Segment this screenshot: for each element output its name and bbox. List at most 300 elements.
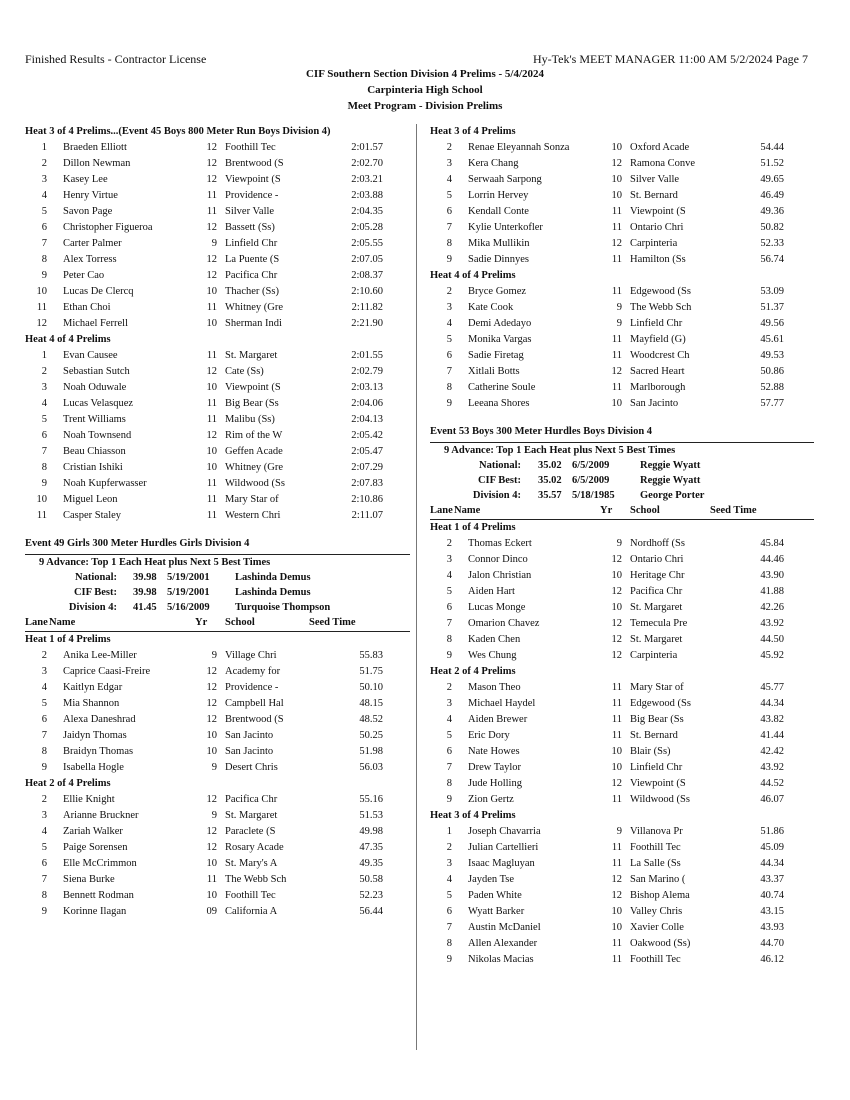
result-row [430, 236, 814, 252]
result-row [430, 696, 814, 712]
athlete-name: Connor Dinco [468, 554, 528, 565]
seed-time: 51.37 [760, 302, 784, 313]
athlete-year: 12 [611, 890, 622, 901]
result-row [430, 172, 814, 188]
result-row [430, 792, 814, 808]
athlete-year: 11 [611, 794, 622, 805]
lane-number: 5 [446, 190, 452, 201]
heat-title: Heat 3 of 4 Prelims [430, 126, 516, 137]
seed-time: 2:03.88 [351, 190, 383, 201]
lane-number: 2 [446, 538, 452, 549]
school-name: Village Chri [225, 650, 277, 661]
athlete-name: Isaac Magluyan [468, 858, 535, 869]
school-name: Linfield Chr [225, 238, 278, 249]
lane-number: 4 [446, 318, 452, 329]
advance-rule: 9 Advance: Top 1 Each Heat plus Next 5 Best Times [444, 445, 676, 456]
school-name: Marlborough [630, 382, 686, 393]
school-name: Pacifica Chr [225, 270, 278, 281]
athlete-year: 12 [206, 222, 217, 233]
athlete-year: 10 [611, 570, 622, 581]
seed-time: 43.92 [760, 618, 784, 629]
school-name: Carpinteria [630, 650, 678, 661]
athlete-name: Jayden Tse [468, 874, 515, 885]
school-name: Mary Star of [225, 494, 279, 505]
athlete-name: Leeana Shores [468, 398, 530, 409]
school-name: Cate (Ss) [225, 366, 264, 377]
school-name: Bishop Alema [630, 890, 690, 901]
lane-number: 9 [446, 954, 452, 965]
lane-number: 8 [41, 746, 47, 757]
seed-time: 2:02.79 [351, 366, 383, 377]
result-row [430, 188, 814, 204]
lane-number: 6 [446, 602, 452, 613]
seed-time: 51.86 [760, 826, 784, 837]
athlete-year: 11 [206, 478, 217, 489]
record-holder: Reggie Wyatt [640, 460, 701, 471]
school-name: Valley Chris [630, 906, 683, 917]
results-list [430, 536, 814, 664]
athlete-name: Dillon Newman [63, 158, 131, 169]
athlete-name: Julian Cartellieri [468, 842, 539, 853]
seed-time: 2:01.55 [351, 350, 383, 361]
seed-time: 44.46 [760, 554, 784, 565]
heat-title: Heat 3 of 4 Prelims...(Event 45 Boys 800 Meter Run Boys Division 4) [25, 126, 331, 137]
lane-number: 3 [446, 158, 452, 169]
lane-number: 2 [446, 142, 452, 153]
result-row [430, 380, 814, 396]
record-label: CIF Best: [73, 587, 117, 598]
seed-time: 50.58 [359, 874, 383, 885]
athlete-name: Elle McCrimmon [63, 858, 137, 869]
lane-number: 3 [446, 554, 452, 565]
lane-number: 8 [446, 778, 452, 789]
athlete-name: Omarion Chavez [468, 618, 540, 629]
lane-number: 1 [41, 350, 47, 361]
result-row [25, 252, 410, 268]
seed-time: 51.52 [760, 158, 784, 169]
athlete-year: 12 [206, 158, 217, 169]
seed-time: 2:10.86 [351, 494, 383, 505]
seed-time: 44.52 [760, 778, 784, 789]
lane-number: 8 [446, 238, 452, 249]
athlete-year: 11 [611, 714, 622, 725]
result-row [430, 616, 814, 632]
seed-time: 44.70 [760, 938, 784, 949]
header-school: School [225, 617, 255, 628]
record-label: CIF Best: [477, 475, 521, 486]
result-row [25, 188, 410, 204]
lane-number: 9 [446, 794, 452, 805]
result-row [430, 872, 814, 888]
lane-number: 7 [446, 222, 452, 233]
school-name: Linfield Chr [630, 762, 683, 773]
athlete-year: 12 [206, 698, 217, 709]
seed-time: 49.98 [359, 826, 383, 837]
lane-number: 3 [41, 666, 47, 677]
athlete-year: 11 [206, 874, 217, 885]
athlete-year: 11 [611, 842, 622, 853]
athlete-name: Thomas Eckert [468, 538, 532, 549]
record-mark: 41.45 [133, 602, 157, 613]
result-row [25, 648, 410, 664]
result-row [25, 220, 410, 236]
result-row [430, 824, 814, 840]
result-row [25, 348, 410, 364]
athlete-year: 11 [206, 206, 217, 217]
athlete-year: 11 [611, 206, 622, 217]
results-list [430, 140, 814, 268]
lane-number: 9 [41, 270, 47, 281]
result-row [25, 872, 410, 888]
athlete-name: Peter Cao [63, 270, 105, 281]
record-date: 6/5/2009 [572, 475, 610, 486]
athlete-name: Noah Oduwale [63, 382, 127, 393]
result-row [430, 680, 814, 696]
records-list [25, 570, 410, 615]
result-row [430, 348, 814, 364]
school-name: Wildwood (Ss [630, 794, 690, 805]
seed-time: 43.90 [760, 570, 784, 581]
athlete-name: Cristian Ishiki [63, 462, 123, 473]
athlete-year: 10 [206, 746, 217, 757]
athlete-name: Sadie Firetag [468, 350, 524, 361]
header-school: School [630, 505, 660, 516]
school-name: Whitney (Gre [225, 462, 284, 473]
lane-number: 6 [41, 714, 47, 725]
athlete-year: 9 [211, 238, 217, 249]
result-row [430, 632, 814, 648]
seed-time: 45.84 [760, 538, 784, 549]
athlete-name: Monika Vargas [468, 334, 532, 345]
athlete-year: 12 [206, 826, 217, 837]
athlete-name: Renae Eleyannah Sonza [468, 142, 570, 153]
athlete-year: 11 [206, 510, 217, 521]
record-date: 5/19/2001 [167, 572, 210, 583]
athlete-year: 9 [211, 810, 217, 821]
school-name: Ontario Chri [630, 222, 684, 233]
heat-title: Heat 4 of 4 Prelims [25, 334, 111, 345]
lane-number: 5 [41, 698, 47, 709]
school-name: Sherman Indi [225, 318, 282, 329]
athlete-name: Wes Chung [468, 650, 517, 661]
athlete-name: Serwaah Sarpong [468, 174, 542, 185]
school-name: Silver Valle [630, 174, 680, 185]
record-label: Division 4: [472, 490, 521, 501]
seed-time: 43.93 [760, 922, 784, 933]
results-list [25, 648, 410, 776]
athlete-name: Zariah Walker [63, 826, 123, 837]
athlete-year: 12 [206, 682, 217, 693]
seed-time: 55.16 [359, 794, 383, 805]
record-mark: 39.98 [133, 572, 157, 583]
result-row [430, 220, 814, 236]
result-row [25, 396, 410, 412]
athlete-name: Xitlali Botts [468, 366, 520, 377]
school-name: Edgewood (Ss [630, 286, 691, 297]
lane-number: 2 [41, 366, 47, 377]
lane-number: 5 [446, 730, 452, 741]
right-column [430, 124, 814, 968]
school-name: Wildwood (Ss [225, 478, 285, 489]
result-row [25, 492, 410, 508]
athlete-name: Drew Taylor [468, 762, 522, 773]
lane-number: 7 [446, 922, 452, 933]
record-date: 5/18/1985 [572, 490, 615, 501]
seed-time: 47.35 [359, 842, 383, 853]
seed-time: 43.92 [760, 762, 784, 773]
results-list [430, 824, 814, 968]
record-holder: Reggie Wyatt [640, 475, 701, 486]
record-row [430, 458, 814, 473]
athlete-year: 12 [206, 270, 217, 281]
athlete-name: Jalon Christian [468, 570, 532, 581]
athlete-name: Lorrin Hervey [468, 190, 529, 201]
school-name: Paraclete (S [225, 826, 276, 837]
athlete-name: Catherine Soule [468, 382, 536, 393]
athlete-name: Aiden Hart [468, 586, 515, 597]
seed-time: 56.03 [359, 762, 383, 773]
lane-number: 6 [446, 206, 452, 217]
school-name: Pacifica Chr [630, 586, 683, 597]
lane-number: 6 [446, 350, 452, 361]
school-name: Edgewood (Ss [630, 698, 691, 709]
seed-time: 42.42 [760, 746, 784, 757]
seed-time: 42.26 [760, 602, 784, 613]
result-row [25, 316, 410, 332]
header-right-text: Hy-Tek's MEET MANAGER 11:00 AM 5/2/2024 Page 7 [533, 52, 808, 66]
athlete-year: 12 [611, 650, 622, 661]
seed-time: 40.74 [760, 890, 784, 901]
athlete-year: 10 [611, 922, 622, 933]
athlete-name: Caprice Caasi-Freire [63, 666, 151, 677]
school-name: Sacred Heart [630, 366, 685, 377]
school-name: Viewpoint (S [225, 382, 281, 393]
result-row [25, 744, 410, 760]
seed-time: 49.35 [359, 858, 383, 869]
seed-time: 49.36 [760, 206, 784, 217]
lane-number: 4 [446, 714, 452, 725]
lane-number: 6 [446, 746, 452, 757]
column-header [25, 615, 410, 632]
athlete-year: 12 [611, 366, 622, 377]
result-row [430, 300, 814, 316]
seed-time: 46.12 [760, 954, 784, 965]
meet-title: CIF Southern Section Division 4 Prelims - 5/4/2024 [305, 68, 545, 80]
athlete-year: 9 [616, 318, 622, 329]
seed-time: 51.53 [359, 810, 383, 821]
school-name: Bassett (Ss) [225, 222, 275, 233]
results-list [25, 348, 410, 524]
seed-time: 54.44 [760, 142, 784, 153]
result-row [25, 760, 410, 776]
result-row [25, 808, 410, 824]
result-row [25, 856, 410, 872]
athlete-name: Bryce Gomez [468, 286, 527, 297]
lane-number: 2 [41, 158, 47, 169]
school-name: Woodcrest Ch [630, 350, 690, 361]
lane-number: 8 [446, 634, 452, 645]
school-name: Oxford Acade [630, 142, 690, 153]
lane-number: 4 [446, 174, 452, 185]
school-name: Big Bear (Ss [630, 714, 684, 725]
seed-time: 43.15 [760, 906, 784, 917]
athlete-year: 11 [206, 350, 217, 361]
athlete-name: Paige Sorensen [63, 842, 128, 853]
result-row [25, 696, 410, 712]
results-list [430, 680, 814, 808]
seed-time: 44.34 [760, 698, 784, 709]
seed-time: 2:07.05 [351, 254, 383, 265]
athlete-name: Nikolas Macias [468, 954, 534, 965]
results-list [25, 792, 410, 920]
athlete-year: 9 [616, 826, 622, 837]
seed-time: 43.82 [760, 714, 784, 725]
result-row [430, 712, 814, 728]
school-name: Mary Star of [630, 682, 684, 693]
school-name: St. Margaret [225, 350, 278, 361]
records-list [430, 458, 814, 503]
athlete-year: 12 [206, 142, 217, 153]
school-name: Silver Valle [225, 206, 275, 217]
athlete-year: 10 [611, 398, 622, 409]
lane-number: 8 [41, 462, 47, 473]
lane-number: 7 [41, 730, 47, 741]
athlete-year: 11 [611, 350, 622, 361]
athlete-year: 12 [611, 618, 622, 629]
seed-time: 46.07 [760, 794, 784, 805]
athlete-year: 11 [611, 698, 622, 709]
school-name: Brentwood (S [225, 714, 284, 725]
school-name: St. Bernard [630, 730, 678, 741]
athlete-year: 11 [206, 494, 217, 505]
athlete-name: Kaden Chen [468, 634, 521, 645]
result-row [430, 568, 814, 584]
school-name: Hamilton (Ss [630, 254, 686, 265]
athlete-year: 12 [611, 586, 622, 597]
athlete-year: 12 [611, 554, 622, 565]
athlete-year: 12 [206, 254, 217, 265]
athlete-name: Kera Chang [468, 158, 519, 169]
athlete-name: Kate Cook [468, 302, 514, 313]
result-row [25, 412, 410, 428]
lane-number: 9 [446, 398, 452, 409]
result-row [430, 936, 814, 952]
athlete-name: Casper Staley [63, 510, 122, 521]
school-name: Carpinteria [630, 238, 678, 249]
result-row [430, 364, 814, 380]
athlete-name: Anika Lee-Miller [63, 650, 137, 661]
athlete-year: 10 [206, 446, 217, 457]
athlete-name: Ethan Choi [63, 302, 111, 313]
school-name: Oakwood (Ss) [630, 938, 691, 949]
athlete-name: Siena Burke [63, 874, 115, 885]
seed-time: 2:01.57 [351, 142, 383, 153]
heat-title: Heat 3 of 4 Prelims [430, 810, 516, 821]
school-name: Big Bear (Ss [225, 398, 279, 409]
lane-number: 7 [446, 762, 452, 773]
record-label: National: [75, 572, 117, 583]
school-name: St. Mary's A [225, 858, 278, 869]
lane-number: 3 [41, 174, 47, 185]
school-name: St. Margaret [225, 810, 278, 821]
athlete-year: 11 [611, 858, 622, 869]
record-label: National: [479, 460, 521, 471]
lane-number: 5 [41, 206, 47, 217]
seed-time: 56.74 [760, 254, 784, 265]
lane-number: 2 [41, 794, 47, 805]
record-row [25, 585, 410, 600]
record-date: 6/5/2009 [572, 460, 610, 471]
seed-time: 51.75 [359, 666, 383, 677]
lane-number: 9 [41, 478, 47, 489]
athlete-year: 10 [611, 602, 622, 613]
lane-number: 11 [36, 510, 47, 521]
athlete-year: 11 [206, 414, 217, 425]
athlete-year: 12 [611, 238, 622, 249]
school-name: The Webb Sch [225, 874, 287, 885]
result-row [430, 760, 814, 776]
seed-time: 55.83 [359, 650, 383, 661]
result-row [25, 888, 410, 904]
athlete-name: Lucas Velasquez [63, 398, 134, 409]
lane-number: 7 [41, 238, 47, 249]
lane-number: 6 [41, 222, 47, 233]
seed-time: 52.33 [760, 238, 784, 249]
lane-number: 3 [446, 302, 452, 313]
seed-time: 45.61 [760, 334, 784, 345]
result-row [25, 712, 410, 728]
record-date: 5/19/2001 [167, 587, 210, 598]
school-name: Malibu (Ss) [225, 414, 275, 425]
header-yr: Yr [600, 505, 613, 516]
lane-number: 4 [41, 682, 47, 693]
athlete-name: Kendall Conte [468, 206, 529, 217]
results-list [25, 140, 410, 332]
result-row [430, 776, 814, 792]
athlete-name: Michael Ferrell [63, 318, 129, 329]
seed-time: 49.56 [760, 318, 784, 329]
seed-time: 57.77 [760, 398, 784, 409]
athlete-year: 11 [611, 334, 622, 345]
seed-time: 2:11.07 [351, 510, 383, 521]
school-name: Providence - [225, 682, 279, 693]
athlete-year: 10 [611, 906, 622, 917]
result-row [25, 300, 410, 316]
result-row [25, 236, 410, 252]
header-lane: Lane [25, 617, 48, 628]
seed-time: 2:05.42 [351, 430, 383, 441]
athlete-year: 11 [611, 954, 622, 965]
record-row [430, 473, 814, 488]
seed-time: 2:04.06 [351, 398, 383, 409]
lane-number: 9 [41, 906, 47, 917]
record-row [430, 488, 814, 503]
result-row [430, 600, 814, 616]
athlete-year: 9 [211, 650, 217, 661]
athlete-year: 12 [206, 842, 217, 853]
lane-number: 8 [446, 938, 452, 949]
lane-number: 7 [41, 446, 47, 457]
record-mark: 35.02 [538, 460, 562, 471]
lane-number: 6 [446, 906, 452, 917]
result-row [430, 856, 814, 872]
lane-number: 9 [41, 762, 47, 773]
lane-number: 12 [36, 318, 47, 329]
result-row [430, 920, 814, 936]
result-row [430, 252, 814, 268]
result-row [25, 476, 410, 492]
lane-number: 2 [446, 286, 452, 297]
